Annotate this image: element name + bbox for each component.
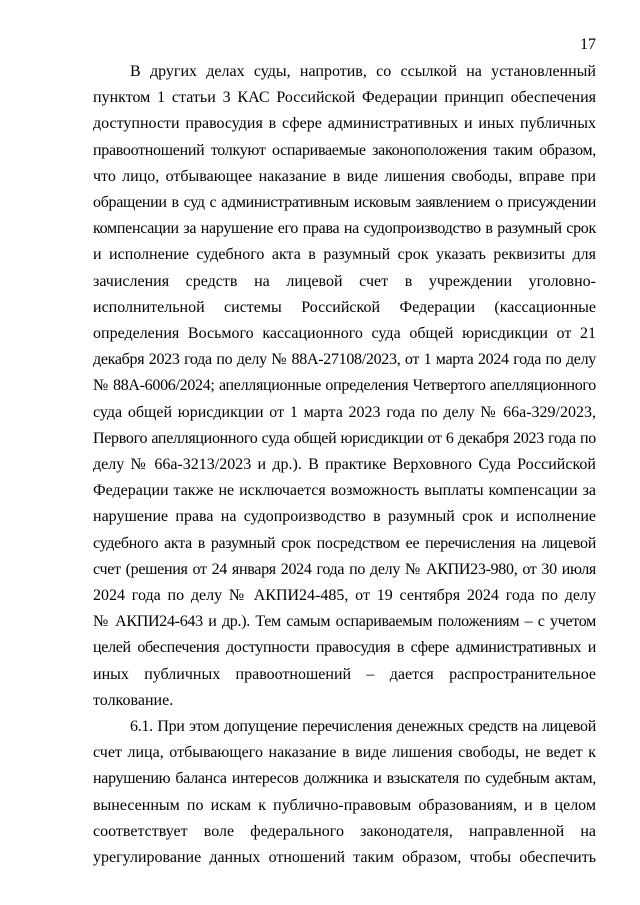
text-line: и исполнение судебного акта в разумный срок указать реквизиты для: [93, 246, 596, 264]
paragraph-1: [93, 59, 596, 714]
text-line: обращении в суд с административным исковым заявлением о присуждении: [93, 194, 596, 212]
text-line: делу № 66а-3213/2023 и др.). В практике Верховного Суда Российской: [93, 456, 596, 474]
text-line: зачисления средств на лицевой счет в учреждении уголовно-: [93, 272, 596, 290]
text-line: В других делах суды, напротив, со ссылкой на установленный: [130, 63, 596, 80]
text-line: 6.1. При этом допущение перечисления денежных средств на лицевой: [130, 718, 596, 736]
body-text: [93, 59, 596, 871]
text-line: судебного акта в разумный срок посредством ее перечисления на лицевой: [93, 534, 596, 552]
text-line: суда общей юрисдикции от 1 марта 2023 года по делу № 66а-329/2023,: [93, 403, 596, 421]
text-line: правоотношений толкуют оспариваемые законоположения таким образом,: [93, 141, 596, 159]
text-line: соответствует воле федерального законодателя, направленной на: [93, 822, 596, 840]
text-line: счет лица, отбывающего наказание в виде лишения свободы, не ведет к: [93, 744, 596, 762]
text-line: доступности правосудия в сфере административных и иных публичных: [93, 115, 596, 133]
paragraph-2: [93, 714, 596, 871]
text-line: № 88А-6006/2024; апелляционные определения Четвертого апелляционного: [93, 377, 596, 395]
text-line: исполнительной системы Российской Федерации (кассационные: [93, 298, 596, 316]
text-line: урегулирование данных отношений таким образом, чтобы обеспечить: [93, 849, 596, 867]
text-line: нарушение права на судопроизводство в разумный срок и исполнение: [93, 508, 596, 526]
text-line: Федерации также не исключается возможность выплаты компенсации за: [93, 482, 596, 500]
text-line: декабря 2023 года по делу № 88А-27108/2023, от 1 марта 2024 года по делу: [93, 351, 596, 369]
text-line: пунктом 1 статьи 3 КАС Российской Федерации принцип обеспечения: [93, 89, 596, 107]
text-line: определения Восьмого кассационного суда общей юрисдикции от 21: [93, 325, 596, 343]
text-line: компенсации за нарушение его права на судопроизводство в разумный срок: [93, 220, 596, 238]
text-line: Первого апелляционного суда общей юрисдикции от 6 декабря 2023 года по: [93, 429, 596, 447]
text-line: целей обеспечения доступности правосудия в сфере административных и: [93, 639, 596, 657]
text-line: вынесенным по искам к публично-правовым образованиям, и в целом: [93, 796, 596, 814]
text-line: № АКПИ24-643 и др.). Тем самым оспариваемым положениям – с учетом: [93, 613, 596, 631]
text-line: счет (решения от 24 января 2024 года по делу № АКПИ23-980, от 30 июля: [93, 560, 596, 578]
text-line: нарушению баланса интересов должника и взыскателя по судебным актам,: [93, 770, 596, 788]
text-line: толкование.: [93, 691, 174, 709]
page-number: 17: [580, 36, 596, 53]
text-line: иных публичных правоотношений – дается распространительное: [93, 665, 596, 683]
text-line: что лицо, отбывающее наказание в виде лишения свободы, вправе при: [93, 167, 596, 185]
text-line: 2024 года по делу № АКПИ24-485, от 19 сентября 2024 года по делу: [93, 587, 596, 605]
